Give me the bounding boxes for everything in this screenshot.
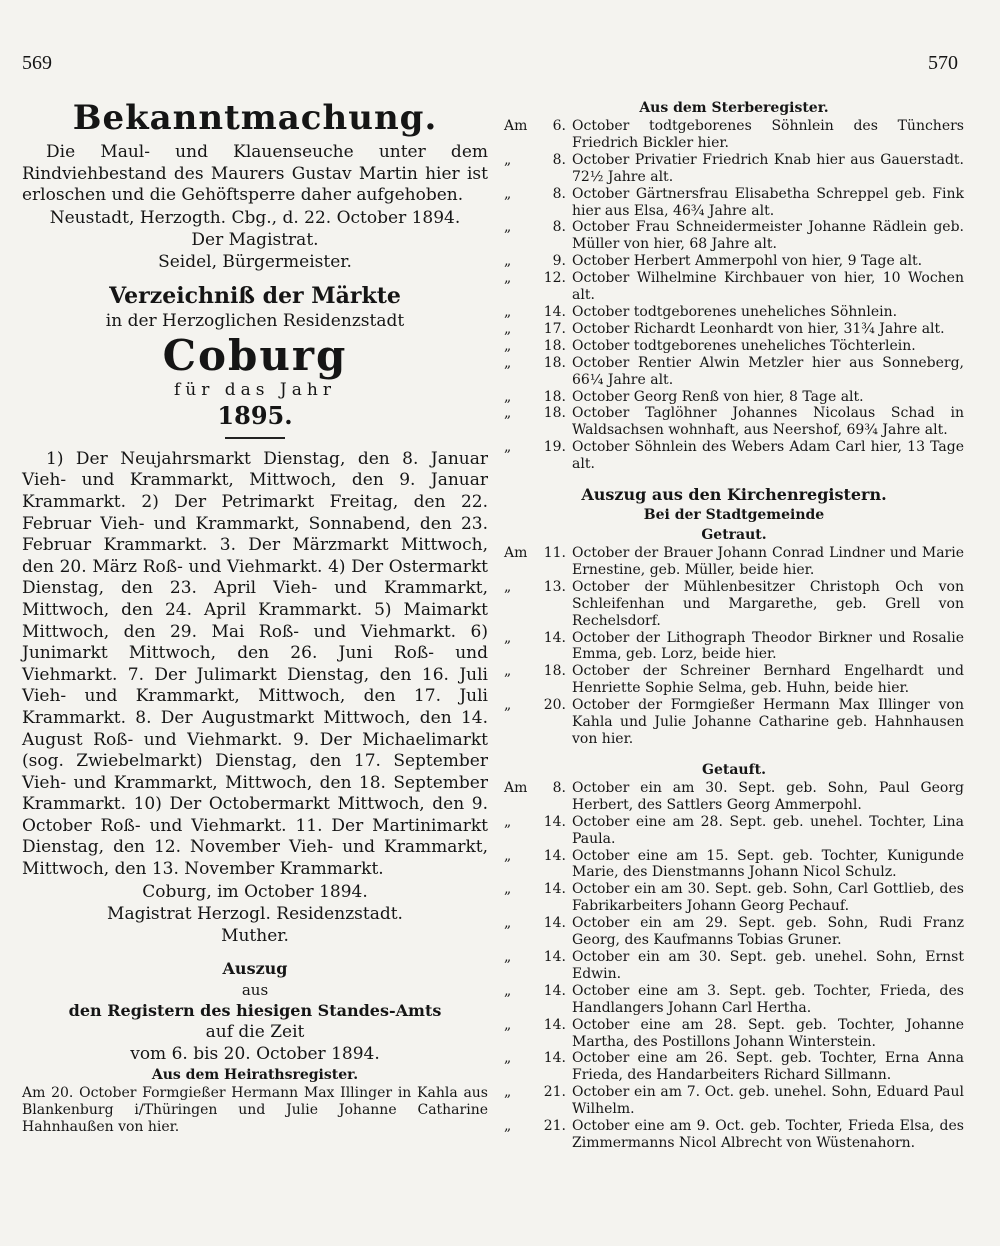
markets-text: 1) Der Neujahrsmarkt Dienstag, den 8. Januar Vieh- und Krammarkt, Mittwoch, den 9. Januar Krammarkt. 2) Der Petrimarkt Freitag, den 22. Februar Vieh- und Krammarkt, Sonnabend, den 23. Februar Krammarkt. 3. Der Märzmarkt Mittwoch, den 20. März Roß- und Viehmarkt. 4) Der Ostermarkt Dienstag, den 23. April Vieh- und Krammarkt, Mittwoch, den 24. April Krammarkt. 5) Maimarkt Mittwoch, den 29. Mai Roß- und Viehmarkt. 6) Junimarkt Mittwoch, den 26. Juni Roß- und Viehmarkt. 7. Der Julimarkt Dienstag, den 16. Juli Vieh- und Krammarkt, Mittwoch, den 17. Juli Krammarkt. 8. Der Augustmarkt Mittwoch, den 14. August Roß- und Viehmarkt. 9. Der Michaelimarkt (sog. Zwiebelmarkt) Dienstag, den 17. September Vieh- und Krammarkt, Mittwoch, den 18. September Krammarkt. 10) Der Octobermarkt Mittwoch, den 9. October Roß- und Viehmarkt. 11. Der Martinimarkt Dienstag, den 12. November Vieh- und Krammarkt, Mittwoch, den 13. November Krammarkt.	[22, 448, 488, 880]
entry-text: October Rentier Alwin Metzler hier aus Sonneberg, 66¼ Jahre alt.	[572, 354, 964, 388]
register-entry	[504, 270, 964, 304]
entry-day: 21.	[543, 1118, 566, 1135]
entry-text: October eine am 28. Sept. geb. Tochter, Johanne Martha, des Postillons Johann Winterstein.	[572, 1016, 964, 1050]
entry-text: October der Formgießer Hermann Max Illinger von Kahla und Julie Johanne Catharine geb. Hahnhausen von hier.	[572, 697, 964, 747]
extract-title: Auszug	[222, 958, 288, 978]
entry-day: 18.	[543, 663, 566, 680]
extract-line2: auf die Zeit	[205, 1021, 305, 1042]
entry-pre: „	[504, 982, 512, 999]
entry-text: October ein am 29. Sept. geb. Sohn, Rudi Franz Georg, des Kaufmanns Tobias Gruner.	[572, 915, 964, 949]
register-entry	[504, 915, 964, 949]
entry-text: October der Brauer Johann Conrad Lindner und Marie Ernestine, geb. Müller, beide hier.	[572, 545, 964, 578]
entry-text: October ein am 30. Sept. geb. Sohn, Paul Georg Herbert, des Sattlers Georg Ammerpohl.	[572, 779, 964, 813]
entry-day: 18.	[543, 337, 566, 354]
entry-pre: „	[504, 337, 512, 354]
entry-day: 14.	[543, 847, 566, 864]
entry-text: October todtgeborenes uneheliches Töchterlein.	[572, 337, 916, 354]
register-entry	[504, 321, 964, 338]
register-entry	[504, 697, 964, 748]
entry-text: October Söhnlein des Webers Adam Carl hier, 13 Tage alt.	[572, 439, 964, 473]
entry-day: 17.	[543, 320, 566, 337]
register-entry	[504, 814, 964, 848]
entry-text: October eine am 26. Sept. geb. Tochter, Erna Anna Frieda, des Handarbeiters Richard Sillmann.	[572, 1050, 964, 1084]
entry-pre: Am	[504, 545, 528, 562]
entry-text: October eine am 3. Sept. geb. Tochter, Frieda, des Handlangers Johann Carl Hertha.	[572, 982, 964, 1016]
entry-pre: „	[504, 320, 512, 337]
notice-text: Die Maul- und Klauenseuche unter dem Rindviehbestand des Maurers Gustav Martin hier ist erloschen und die Gehöftsperre daher aufgehoben.	[22, 142, 488, 206]
married-heading: Getraut.	[701, 527, 767, 544]
entry-text: October todtgeborenes uneheliches Söhnlein.	[572, 303, 898, 320]
register-entry	[504, 1084, 964, 1118]
register-entry	[504, 780, 964, 814]
entry-day: 19.	[543, 439, 566, 456]
entry-pre: „	[504, 847, 512, 864]
entry-pre: „	[504, 439, 512, 456]
entry-pre: „	[504, 881, 512, 898]
markets-city: Coburg	[162, 330, 348, 380]
entry-day: 9.	[552, 253, 566, 270]
left-column	[22, 92, 488, 1136]
entry-pre: „	[504, 697, 512, 714]
entry-pre: „	[504, 1084, 512, 1101]
notice-place-date: Neustadt, Herzogth. Cbg., d. 22. October 1894.	[49, 207, 461, 228]
entry-day: 14.	[543, 915, 566, 932]
entry-text: October ein am 7. Oct. geb. unehel. Sohn, Eduard Paul Wilhelm.	[572, 1084, 964, 1118]
entry-pre: „	[504, 578, 512, 595]
entry-pre: „	[504, 405, 512, 422]
extract-line3: vom 6. bis 20. October 1894.	[130, 1043, 380, 1064]
page-number-left: 569	[22, 52, 52, 74]
entry-text: October eine am 28. Sept. geb. unehel. Tochter, Lina Paula.	[572, 813, 964, 847]
register-entry	[504, 152, 964, 186]
entry-pre: „	[504, 253, 512, 270]
register-entry	[504, 579, 964, 630]
entry-pre: „	[504, 663, 512, 680]
markets-authority: Magistrat Herzogl. Residenzstadt.	[107, 903, 403, 924]
entry-day: 8.	[552, 779, 566, 796]
entry-day: 8.	[552, 219, 566, 236]
entry-text: October Frau Schneidermeister Johanne Rädlein geb. Müller von hier, 68 Jahre alt.	[572, 219, 964, 253]
register-entry	[504, 1050, 964, 1084]
entry-day: 14.	[543, 1050, 566, 1067]
entry-pre: „	[504, 813, 512, 830]
entry-day: 14.	[543, 982, 566, 999]
entry-day: 14.	[543, 1016, 566, 1033]
register-entry	[504, 881, 964, 915]
entry-day: 21.	[543, 1084, 566, 1101]
register-entry	[504, 304, 964, 321]
entry-day: 14.	[543, 629, 566, 646]
entry-pre: „	[504, 915, 512, 932]
baptized-heading: Getauft.	[702, 761, 766, 778]
entry-day: 14.	[543, 303, 566, 320]
register-entry	[504, 949, 964, 983]
married-list	[504, 545, 964, 748]
entry-text: October Taglöhner Johannes Nicolaus Schad in Waldsachsen wohnhaft, aus Neershof, 69¾ Jahre alt.	[572, 405, 964, 439]
entry-text: October Georg Renß von hier, 8 Tage alt.	[572, 388, 864, 405]
register-entry	[504, 663, 964, 697]
notice-title: Bekanntmachung.	[72, 98, 438, 138]
register-entry	[504, 118, 964, 152]
entry-day: 11.	[543, 545, 566, 562]
entry-day: 13.	[543, 578, 566, 595]
entry-day: 6.	[552, 118, 566, 134]
register-entry	[504, 1017, 964, 1051]
register-entry	[504, 545, 964, 579]
entry-pre: „	[504, 151, 512, 168]
register-entry	[504, 405, 964, 439]
death-heading: Aus dem Sterberegister.	[639, 100, 829, 116]
entry-text: October ein am 30. Sept. geb. Sohn, Carl Gottlieb, des Fabrikarbeiters Johann Georg Pechauf.	[572, 881, 964, 915]
entry-day: 12.	[543, 270, 566, 287]
entry-pre: Am	[504, 779, 528, 796]
markets-subtitle: in der Herzoglichen Residenzstadt	[105, 310, 405, 331]
entry-text: October eine am 9. Oct. geb. Tochter, Frieda Elsa, des Zimmermanns Nicol Albrecht von Wüstenahorn.	[572, 1118, 964, 1151]
entry-pre: „	[504, 388, 512, 405]
entry-text: October der Schreiner Bernhard Engelhardt und Henriette Sophie Selma, geb. Huhn, beide hier.	[572, 663, 964, 697]
markets-title: Verzeichniß der Märkte	[109, 282, 401, 309]
entry-text: October Gärtnersfrau Elisabetha Schreppel geb. Fink hier aus Elsa, 46¾ Jahre alt.	[572, 185, 964, 219]
markets-year: 1895.	[217, 400, 293, 430]
entry-pre: „	[504, 948, 512, 965]
entry-pre: „	[504, 270, 512, 287]
register-entry	[504, 983, 964, 1017]
entry-text: October Richardt Leonhardt von hier, 31¾ Jahre alt.	[572, 320, 945, 337]
entry-pre: „	[504, 185, 512, 202]
entry-day: 18.	[543, 405, 566, 422]
page-number-right: 570	[928, 52, 958, 74]
entry-day: 18.	[543, 388, 566, 405]
extract-line1: den Registern des hiesigen Standes-Amts	[68, 1000, 442, 1020]
entry-text: October eine am 15. Sept. geb. Tochter, Kunigunde Marie, des Dienstmanns Johann Nicol Schulz.	[572, 847, 964, 881]
entry-pre: Am	[504, 118, 528, 134]
entry-pre: „	[504, 1016, 512, 1033]
register-entry	[504, 355, 964, 389]
entry-day: 14.	[543, 813, 566, 830]
church-sub: Bei der Stadtgemeinde	[643, 507, 825, 524]
entry-text: October Privatier Friedrich Knab hier aus Gauerstadt. 72½ Jahre alt.	[572, 151, 964, 185]
register-entry	[504, 630, 964, 664]
markets-place-date: Coburg, im October 1894.	[142, 881, 368, 902]
entry-day: 8.	[552, 151, 566, 168]
entry-text: October Wilhelmine Kirchbauer von hier, 10 Wochen alt.	[572, 270, 964, 304]
register-entry	[504, 848, 964, 882]
markets-signature: Muther.	[221, 925, 289, 946]
marriage-heading: Aus dem Heirathsregister.	[151, 1066, 359, 1083]
entry-day: 14.	[543, 948, 566, 965]
right-column	[504, 98, 964, 1152]
entry-pre: „	[504, 303, 512, 320]
church-heading: Auszug aus den Kirchenregistern.	[581, 485, 887, 505]
entry-text: October Herbert Ammerpohl von hier, 9 Tage alt.	[572, 253, 923, 270]
entry-text: October ein am 30. Sept. geb. unehel. Sohn, Ernst Edwin.	[572, 948, 964, 982]
register-entry	[504, 338, 964, 355]
register-entry	[504, 389, 964, 406]
entry-pre: „	[504, 629, 512, 646]
register-entry	[504, 1118, 964, 1152]
entry-text: October der Mühlenbesitzer Christoph Och von Schleifenhan und Margarethe, geb. Grell von Rechelsdorf.	[572, 578, 964, 629]
extract-aus: aus	[241, 980, 269, 999]
register-entry	[504, 219, 964, 253]
marriage-text: Am 20. October Formgießer Hermann Max Illinger in Kahla aus Blankenburg i/Thüringen und Julie Johanne Catharine Hahnhaußen von hier.	[22, 1084, 488, 1135]
baptized-list	[504, 780, 964, 1152]
entry-pre: „	[504, 354, 512, 371]
entry-pre: „	[504, 1050, 512, 1067]
entry-pre: „	[504, 1118, 512, 1135]
notice-authority: Der Magistrat.	[191, 229, 319, 250]
entry-day: 14.	[543, 881, 566, 898]
entry-pre: „	[504, 219, 512, 236]
divider	[225, 437, 285, 439]
entry-text: October der Lithograph Theodor Birkner und Rosalie Emma, geb. Lorz, beide hier.	[572, 629, 964, 663]
entry-day: 18.	[543, 354, 566, 371]
notice-signature: Seidel, Bürgermeister.	[158, 251, 352, 272]
register-entry	[504, 186, 964, 220]
entry-text: October todtgeborenes Söhnlein des Tünchers Friedrich Bickler hier.	[572, 118, 964, 151]
entry-day: 8.	[552, 185, 566, 202]
register-entry	[504, 439, 964, 473]
markets-for-year: für das Jahr	[174, 379, 336, 400]
register-entry	[504, 253, 964, 270]
entry-day: 20.	[543, 697, 566, 714]
death-list	[504, 118, 964, 473]
